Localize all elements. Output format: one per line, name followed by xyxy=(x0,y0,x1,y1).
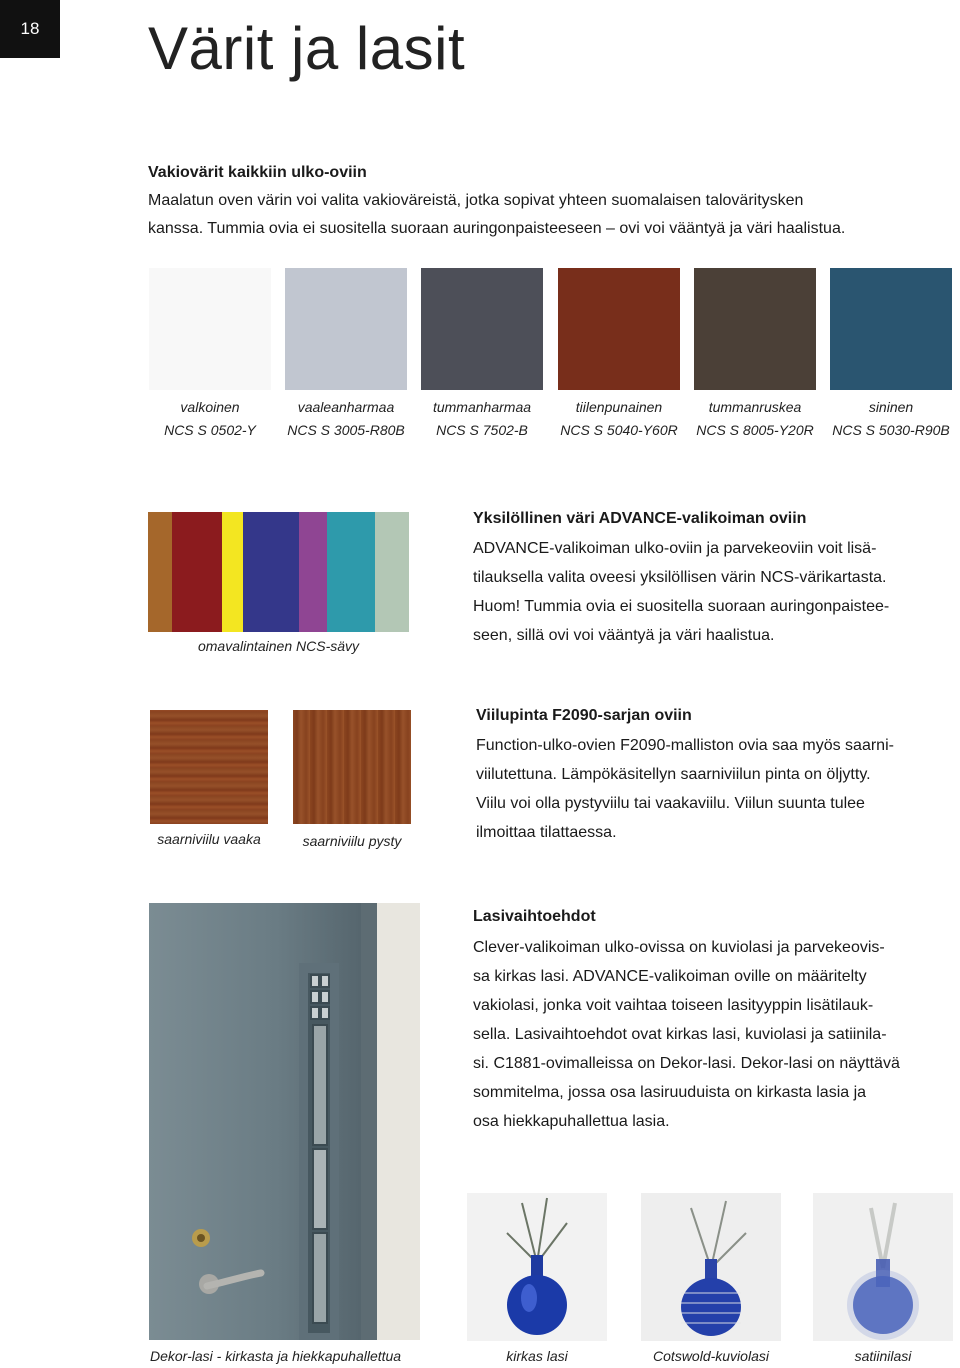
swatch-name: tummanharmaa xyxy=(432,399,532,415)
door-photo xyxy=(149,903,420,1340)
swatch-name: tiilenpunainen xyxy=(575,399,663,415)
clear-glass-photo xyxy=(467,1193,607,1341)
color-swatch-vaaleanharmaa xyxy=(285,268,407,390)
veneer-text xyxy=(476,731,956,847)
advance-text-line: seen, sillä ovi voi vääntyä ja väri haalistua. xyxy=(473,627,775,644)
vase-cotswold-illustration xyxy=(641,1193,781,1341)
advance-text-line: Huom! Tummia ovia ei suositella suoraan auringonpaistee- xyxy=(473,598,890,615)
vase-clear-illustration xyxy=(467,1193,607,1341)
swatch-name: sininen xyxy=(868,399,914,415)
vase-caption: Cotswold-kuviolasi xyxy=(653,1348,769,1364)
ncs-color-stripe xyxy=(222,512,243,632)
glass-text-line: sella. Lasivaihtoehdot ovat kirkas lasi, kuviolasi ja satiinila- xyxy=(473,1026,887,1043)
cotswold-glass-photo xyxy=(641,1193,781,1341)
standard-colors-text-line1: Maalatun oven värin voi valita vakioväreistä, jotka sopivat yhteen suomalaisen taloväritysken xyxy=(148,192,804,209)
advance-heading: Yksilöllinen väri ADVANCE-valikoiman oviin xyxy=(473,510,807,527)
swatch-label xyxy=(823,396,959,442)
swatch-label xyxy=(687,396,823,442)
advance-text-line: ADVANCE-valikoiman ulko-oviin ja parvekeoviin voit lisä- xyxy=(473,540,877,557)
page-number: 18 xyxy=(0,0,60,58)
veneer-text-line: viilutettuna. Lämpökäsitellyn saarniviilun pinta on öljytty. xyxy=(476,766,871,783)
veneer-horizontal-sample xyxy=(150,710,268,824)
page-title: Värit ja lasit xyxy=(148,15,466,82)
veneer-vertical-sample xyxy=(293,710,411,824)
veneer-text-line: Function-ulko-ovien F2090-malliston ovia saa myös saarni- xyxy=(476,737,894,754)
advance-text-line: tilauksella valita oveesi yksilöllisen värin NCS-värikartasta. xyxy=(473,569,887,586)
veneer-vertical-caption: saarniviilu pysty xyxy=(302,833,402,849)
door-caption: Dekor-lasi - kirkasta ja hiekkapuhallettua xyxy=(150,1348,402,1364)
vase-caption: kirkas lasi xyxy=(506,1348,568,1364)
color-swatch-tummanruskea xyxy=(694,268,816,390)
ncs-sample-caption: omavalintainen NCS-sävy xyxy=(197,638,360,654)
swatch-code: NCS S 3005-R80B xyxy=(287,422,405,438)
standard-colors-heading: Vakiovärit kaikkiin ulko-oviin xyxy=(148,164,367,181)
veneer-horizontal-caption: saarniviilu vaaka xyxy=(157,831,261,847)
swatch-label xyxy=(278,396,414,442)
swatch-label xyxy=(551,396,687,442)
vase-satin-illustration xyxy=(813,1193,953,1341)
swatch-name: valkoinen xyxy=(180,399,240,415)
standard-colors-text-line2: kanssa. Tummia ovia ei suositella suoraan auringonpaisteeseen – ovi voi vääntyä ja väri haalistua. xyxy=(148,220,846,237)
ncs-color-stripe xyxy=(327,512,375,632)
ncs-color-stripe xyxy=(172,512,222,632)
swatch-code: NCS S 5030-R90B xyxy=(832,422,950,438)
color-swatch-sininen xyxy=(830,268,952,390)
door-illustration xyxy=(149,903,420,1340)
glass-text-line: si. C1881-ovimalleissa on Dekor-lasi. Dekor-lasi on näyttävä xyxy=(473,1055,900,1072)
swatch-code: NCS S 7502-B xyxy=(436,422,528,438)
glass-text-line: osa hiekkapuhallettua lasia. xyxy=(473,1113,670,1130)
satin-glass-photo xyxy=(813,1193,953,1341)
ncs-color-stripe xyxy=(375,512,409,632)
vase-caption: satiinilasi xyxy=(854,1348,912,1364)
swatch-label xyxy=(142,396,278,442)
glass-heading: Lasivaihtoehdot xyxy=(473,908,596,925)
ncs-color-stripe xyxy=(243,512,299,632)
color-swatch-tummanharmaa xyxy=(421,268,543,390)
ncs-color-stripe xyxy=(299,512,327,632)
color-swatch-tiilenpunainen xyxy=(558,268,680,390)
veneer-text-line: ilmoittaa tilattaessa. xyxy=(476,824,617,841)
glass-text-line: sommitelma, jossa osa lasiruuduista on kirkasta lasia ja xyxy=(473,1084,867,1101)
glass-text-line: sa kirkas lasi. ADVANCE-valikoiman oville on määritelty xyxy=(473,968,867,985)
ncs-color-stripe xyxy=(148,512,172,632)
glass-text xyxy=(473,933,953,1136)
swatch-name: vaaleanharmaa xyxy=(297,399,395,415)
ncs-stripe-sample xyxy=(148,512,409,632)
veneer-heading: Viilupinta F2090-sarjan oviin xyxy=(476,707,692,724)
swatch-label xyxy=(414,396,550,442)
color-swatch-valkoinen xyxy=(149,268,271,390)
swatch-code: NCS S 5040-Y60R xyxy=(560,422,678,438)
advance-text xyxy=(473,534,953,650)
veneer-text-line: Viilu voi olla pystyviilu tai vaakaviilu. Viilun suunta tulee xyxy=(476,795,865,812)
glass-text-line: vakiolasi, jonka voit vaihtaa toiseen lasityyppin lisätilauk- xyxy=(473,997,874,1014)
swatch-code: NCS S 8005-Y20R xyxy=(696,422,814,438)
glass-text-line: Clever-valikoiman ulko-ovissa on kuviolasi ja parvekeovis- xyxy=(473,939,885,956)
swatch-name: tummanruskea xyxy=(708,399,802,415)
swatch-code: NCS S 0502-Y xyxy=(164,422,256,438)
